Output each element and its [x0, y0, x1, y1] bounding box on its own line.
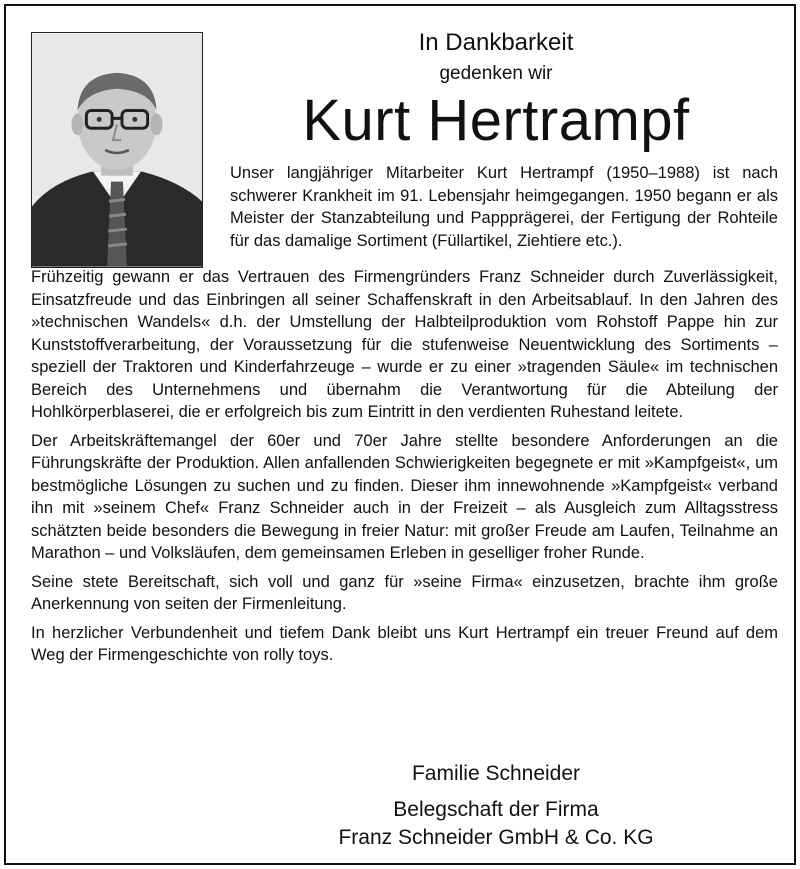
- signature-block: [236, 760, 756, 852]
- body-paragraph: Frühzeitig gewann er das Vertrauen des Firmengründers Franz Schneider durch Zuverlässigkeit, Einsatzfreude und das Einbringen all seiner Schaffenskraft in den Arbeitsablauf. In den Jahren des »technischen Wandels« d.h. der Umstellung der Halbteilproduktion vom Rohstoff Pappe hin zur Kunststoffverarbeitung, der Voraussetzung für die stufenweise Neuentwicklung des Sortiments – speziell der Traktoren und Kinderfahrzeuge – wurde er zu einer »tragenden Säule« im technischen Bereich des Unternehmens und übernahm die Verantwortung für die Abteilung der Hohlkörperblaserei, die er erfolgreich bis zum Eintritt in den verdienten Ruhestand leitete.: [31, 268, 778, 421]
- portrait-photo: [31, 32, 203, 268]
- heading-remember: gedenken wir: [439, 63, 553, 84]
- signature-company: Franz Schneider GmbH & Co. KG: [338, 826, 654, 849]
- body-text: [31, 266, 778, 673]
- obituary-notice: [4, 4, 796, 865]
- intro-paragraph: Unser langjähriger Mitarbeiter Kurt Hertrampf (1950–1988) ist nach schwerer Krankheit im 91. Lebensjahr heimgegangen. 1950 begann er als Meister der Stanzabteilung und Pappprägerei, der Fertigung der Rohteile für das damalige Sortiment (Füllartikel, Ziehtiere etc.).: [230, 164, 778, 250]
- signature-staff: Belegschaft der Firma: [393, 798, 599, 821]
- body-paragraph: In herzlicher Verbundenheit und tiefem Dank bleibt uns Kurt Hertrampf ein treuer Freund auf dem Weg der Firmengeschichte von rolly toys.: [31, 623, 778, 664]
- signature-family: Familie Schneider: [411, 762, 581, 785]
- deceased-name: Kurt Hertrampf: [302, 88, 690, 153]
- portrait-image: [32, 33, 202, 267]
- heading-gratitude: In Dankbarkeit: [418, 29, 574, 56]
- body-paragraph: Der Arbeitskräftemangel der 60er und 70er Jahre stellte besondere Anforderungen an die Führungskräfte der Produktion. Allen anfallenden Schwierigkeiten begegnete er mit »Kampfgeist«, um bestmögliche Lösungen zu suchen und zu finden. Dieser ihm innewohnende »Kampfgeist« verband ihn mit »seinem Chef« Franz Schneider auch in der Freizeit – als Ausgleich zum Alltagsstress schätzten beide besonders die Bewegung in freier Natur: mit großer Freude am Laufen, Teilnahme an Marathon – und Volksläufen, dem gemeinsamen Erleben in geselliger froher Runde.: [31, 431, 778, 562]
- body-paragraph: Seine stete Bereitschaft, sich voll und ganz für »seine Firma« einzusetzen, brachte ihm große Anerkennung von seiten der Firmenleitung.: [31, 572, 778, 613]
